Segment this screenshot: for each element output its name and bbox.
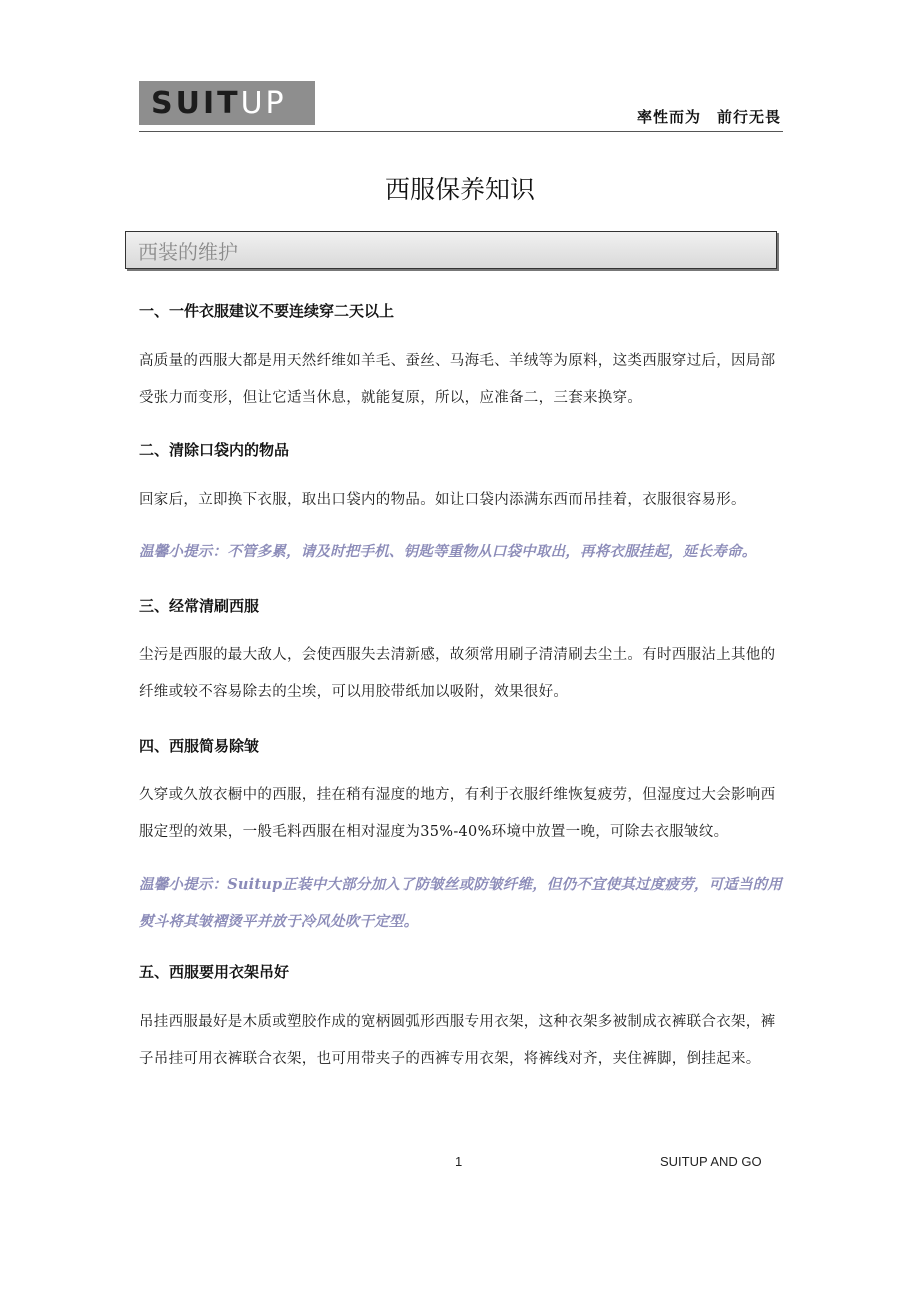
document-title: 西服保养知识 — [384, 175, 535, 204]
item-5-heading: 五、西服要用衣架吊好 — [139, 963, 290, 981]
item-4-heading: 四、西服简易除皱 — [139, 737, 260, 755]
item-2-tip: 温馨小提示：不管多累，请及时把手机、钥匙等重物从口袋中取出，再将衣服挂起，延长寿命。 — [139, 543, 757, 560]
footer-brand: SUITUP AND GO — [660, 1154, 762, 1169]
item-2-paragraph: 回家后，立即换下衣服，取出口袋内的物品。如让口袋内添满东西而吊挂着，衣服很容易形。 — [139, 492, 746, 508]
item-3-paragraph: 尘污是西服的最大敌人，会使西服失去清新感，故须常用刷子清清刷去尘土。有时西服沾上其他的纤维或较不容易除去的尘埃，可以用胶带纸加以吸附，效果很好。 — [139, 647, 776, 700]
item-1-heading: 一、一件衣服建议不要连续穿二天以上 — [139, 302, 395, 320]
item-2-heading: 二、清除口袋内的物品 — [139, 441, 290, 459]
item-3-heading: 三、经常清刷西服 — [139, 597, 260, 615]
header-motto: 率性而为 前行无畏 — [636, 108, 781, 126]
item-5-paragraph: 吊挂西服最好是木质或塑胶作成的宽柄圆弧形西服专用衣架，这种衣架多被制成衣裤联合衣架，裤子吊挂可用衣裤联合衣架，也可用带夹子的西裤专用衣架，将裤线对齐，夹住裤脚，倒挂起来。 — [139, 1014, 776, 1067]
header-divider — [139, 131, 783, 132]
section-title: 西装的维护 — [138, 239, 238, 264]
logo-up-text: UP — [240, 85, 287, 121]
item-1-paragraph: 高质量的西服大都是用天然纤维如羊毛、蚕丝、马海毛、羊绒等为原料，这类西服穿过后，因局部受张力而变形，但让它适当休息，就能复原，所以，应准备二，三套来换穿。 — [139, 353, 776, 406]
section-title-box — [125, 231, 777, 269]
page-number: 1 — [455, 1154, 463, 1169]
item-4-tip: 温馨小提示：Suitup正装中大部分加入了防皱丝或防皱纤维，但仍不宜使其过度疲劳，可适当的用熨斗将其皱褶烫平并放于冷风处吹干定型。 — [139, 876, 783, 930]
logo-suit-text: SUIT — [151, 85, 241, 121]
suitup-logo — [139, 81, 315, 125]
item-4-paragraph: 久穿或久放衣橱中的西服，挂在稍有湿度的地方，有利于衣服纤维恢复疲劳，但湿度过大会影响西服定型的效果，一般毛料西服在相对湿度为35%-40%环境中放置一晚，可除去衣服皱纹。 — [139, 787, 776, 840]
